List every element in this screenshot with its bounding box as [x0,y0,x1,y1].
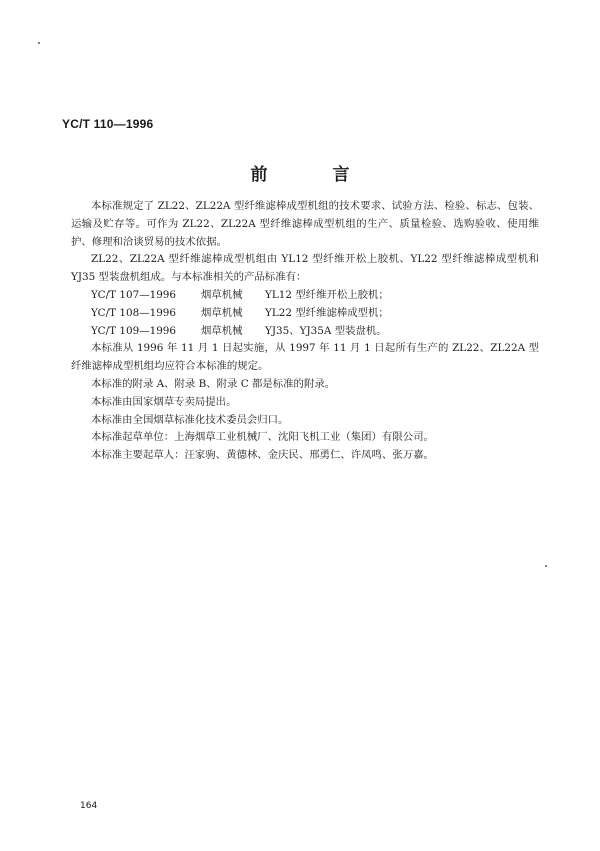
standard-category-cell: 烟草机械 [201,288,243,301]
related-standard-row [71,323,539,341]
paragraph-appendices: 本标准的附录 A、附录 B、附录 C 都是标准的附录。 [91,377,336,390]
paragraph-committee: 本标准由全国烟草标准化技术委员会归口。 [91,413,289,426]
related-standard-row [71,305,539,323]
paragraph-drafters: 本标准主要起草人：汪家驹、黄德林、金庆民、邢勇仁、许凤鸣、张万嘉。 [91,449,434,462]
standard-code-cell: YC/T 108—1996 [91,306,177,319]
standard-code: YC/T 110—1996 [62,117,154,131]
paragraph-effective-date: 本标准从 1996 年 11 月 1 日起实施，从 1997 年 11 月 1 日起所有生产的 ZL22、ZL22A 型纤维滤棒成型机组均应符合本标准的规定。 [71,342,539,373]
scan-speck [38,42,40,44]
standard-name-cell: YJ35、YJ35A 型装盘机。 [265,324,387,337]
paragraph-composition: ZL22、ZL22A 型纤维滤棒成型机组由 YL12 型纤维开松上胶机、YL22 型纤维滤棒成型机和 YJ35 型装盘机组成。与本标准相关的产品标准有： [71,253,539,284]
standard-name-cell: YL22 型纤维滤棒成型机； [265,306,389,319]
paragraph-proposer: 本标准由国家烟草专卖局提出。 [91,395,237,408]
paragraph-scope: 本标准规定了 ZL22、ZL22A 型纤维滤棒成型机组的技术要求、试验方法、检验、标志、包装、运输及贮存等。可作为 ZL22、ZL22A 型纤维滤棒成型机组的生产、质量检验、选购验收、使用维护、修理和洽谈贸易的技术依据。 [71,200,539,248]
standard-category-cell: 烟草机械 [201,306,243,319]
scan-speck [545,565,547,567]
standard-category-cell: 烟草机械 [201,324,243,337]
page-title: 前 言 [250,165,374,185]
standard-name-cell: YL12 型纤维开松上胶机； [265,288,389,301]
foreword-body [71,198,539,465]
standard-code-cell: YC/T 109—1996 [91,324,177,337]
paragraph-drafting-units: 本标准起草单位：上海烟草工业机械厂、沈阳飞机工业（集团）有限公司。 [91,431,434,444]
page-number: 164 [80,801,98,811]
related-standard-row [71,287,539,305]
standard-code-cell: YC/T 107—1996 [91,288,177,301]
